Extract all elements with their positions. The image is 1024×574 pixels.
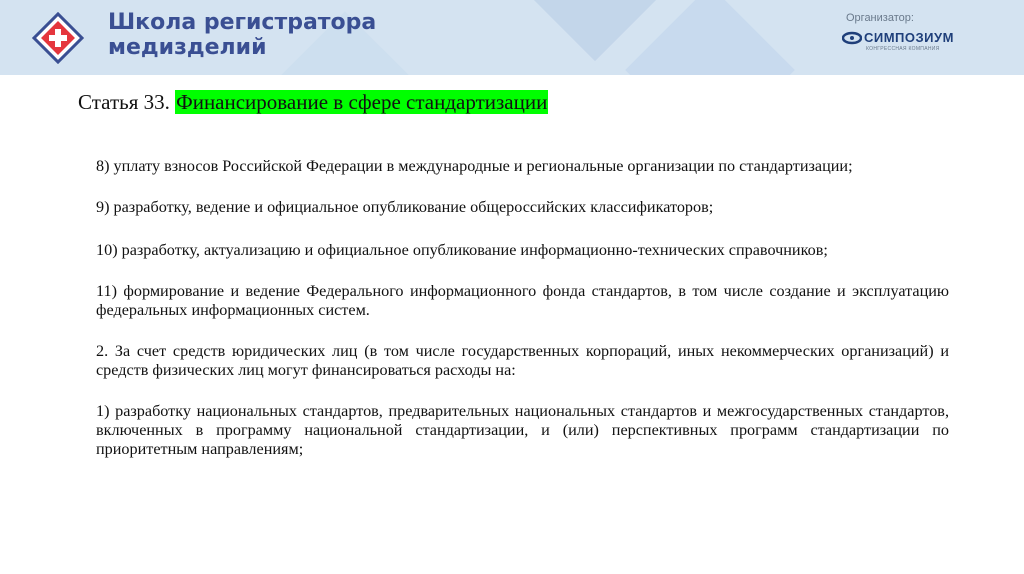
page-title (78, 90, 548, 115)
title-highlight: Финансирование в сфере стандартизации (176, 90, 548, 114)
paragraph: 1) разработку национальных стандартов, предварительных национальных стандартов и межгосударственных стандартов, включенных в программу национальной стандартизации, и (или) перспективных программ стандартизации по приоритетным направлениям; (96, 402, 949, 458)
brand-line-2: медизделий (108, 35, 267, 60)
paragraph: 11) формирование и ведение Федерального информационного фонда стандартов, в том числе создание и эксплуатацию федеральных информационных систем. (96, 282, 949, 319)
organizer-label: Организатор: (846, 12, 914, 24)
header-banner (0, 0, 1024, 75)
organizer-swoosh-icon (842, 31, 862, 45)
article-content (96, 157, 949, 481)
paragraph: 2. За счет средств юридических лиц (в том числе государственных корпораций, иных некоммерческих организаций) и средств физических лиц могут финансироваться расходы на: (96, 342, 949, 379)
paragraph: 8) уплату взносов Российской Федерации в международные и региональные организации по стандартизации; (96, 157, 853, 175)
brand-line-1: Школа регистратора (108, 10, 377, 35)
title-prefix: Статья 33. (78, 90, 176, 114)
medical-cross-diamond-icon (32, 12, 84, 64)
brand-title (108, 10, 376, 60)
paragraph: 10) разработку, актуализацию и официальное опубликование информационно-технических справочников; (96, 241, 828, 259)
paragraph: 9) разработку, ведение и официальное опубликование общероссийских классификаторов; (96, 198, 714, 216)
organizer-logo (842, 30, 982, 56)
organizer-name: СИМПОЗИУМ (864, 30, 954, 45)
organizer-subtitle: КОНГРЕССНАЯ КОМПАНИЯ (866, 46, 940, 52)
decorative-shape (625, 0, 795, 75)
